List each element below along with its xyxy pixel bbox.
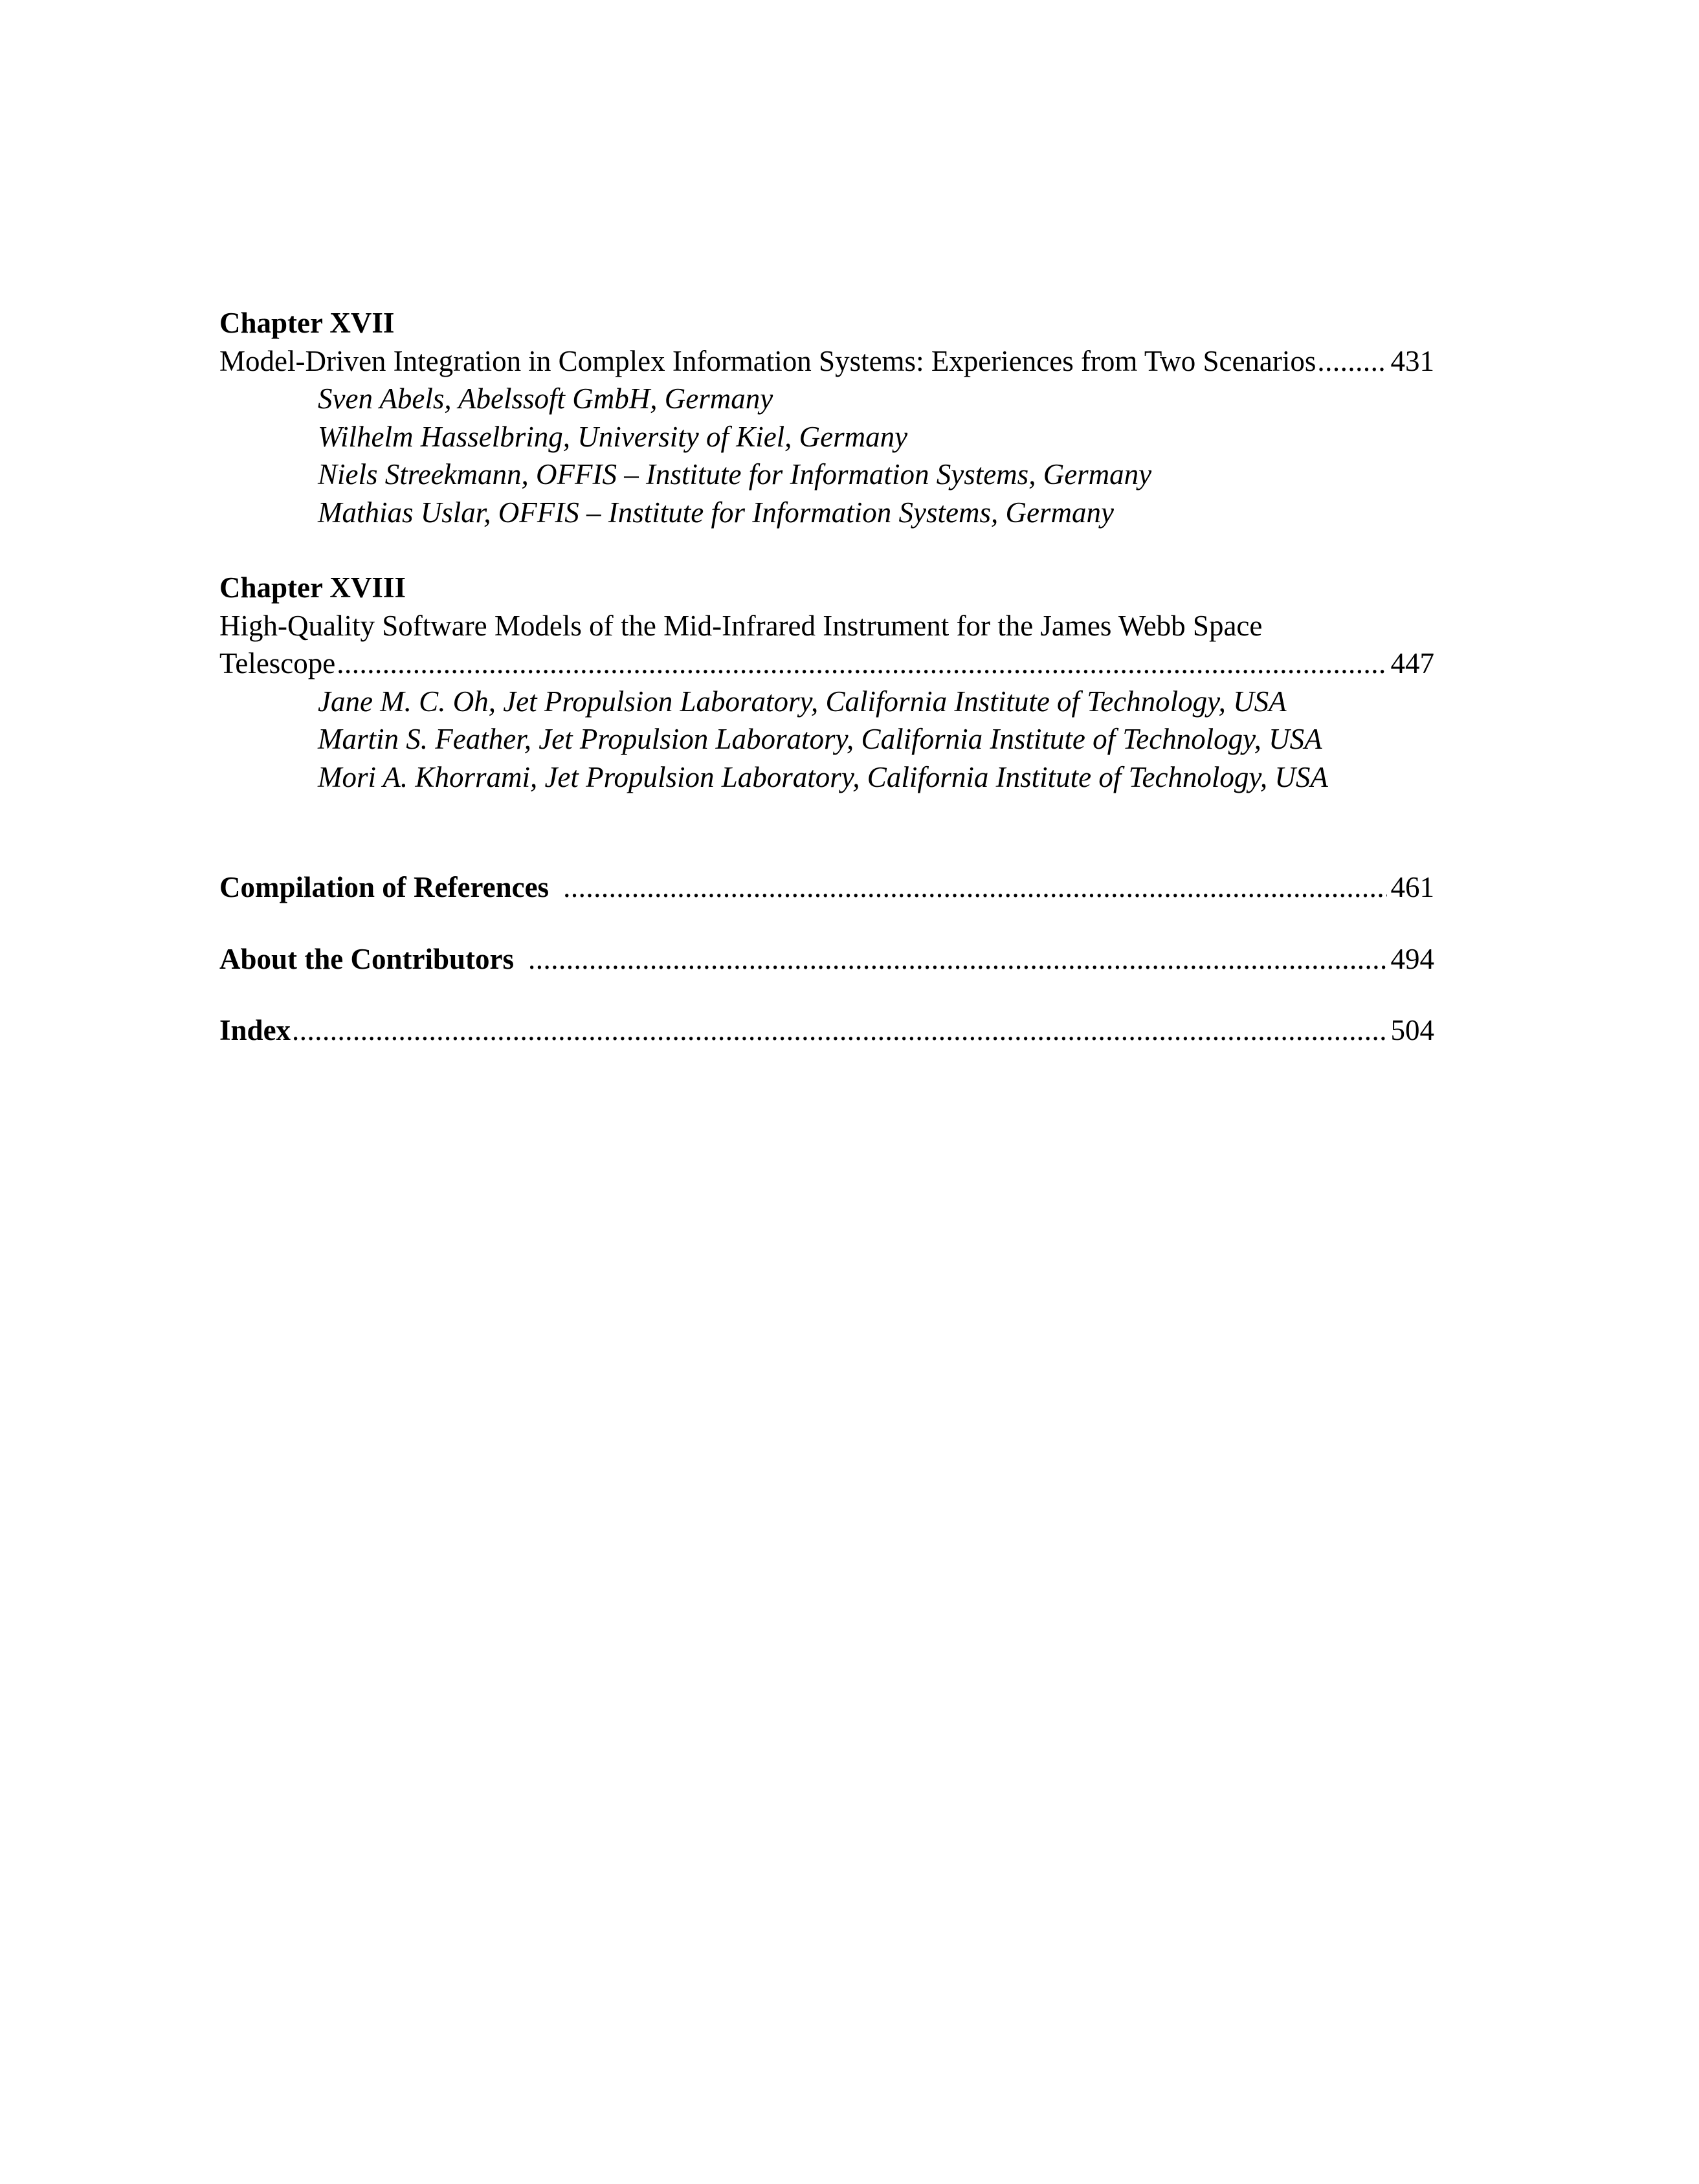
author-line: Mathias Uslar, OFFIS – Institute for Information Systems, Germany	[318, 496, 1114, 529]
chapter-title-first-line: High-Quality Software Models of the Mid-Infrared Instrument for the James Webb Space	[219, 609, 1263, 642]
chapter-heading: Chapter XVIII	[219, 571, 406, 604]
author-line: Martin S. Feather, Jet Propulsion Laboratory, California Institute of Technology, USA	[318, 723, 1322, 755]
author-line: Mori A. Khorrami, Jet Propulsion Laboratory, California Institute of Technology, USA	[318, 760, 1328, 793]
backmatter-list	[219, 868, 1434, 1050]
leader-dots	[1317, 342, 1386, 381]
page-number: 447	[1390, 647, 1434, 679]
author-line: Wilhelm Hasselbring, University of Kiel, Germany	[318, 420, 908, 453]
author-line: Niels Streekmann, OFFIS – Institute for Information Systems, Germany	[318, 458, 1152, 491]
chapter-title-line	[219, 645, 1434, 683]
entry-label: Compilation of References	[219, 871, 550, 903]
leader-dots	[337, 645, 1386, 683]
page-number: 431	[1390, 344, 1434, 377]
chapter-heading: Chapter XVII	[219, 307, 395, 339]
entry-label: Index	[219, 1014, 291, 1046]
toc-entry-compilation-of-references	[219, 868, 1434, 907]
leader-dots	[292, 1011, 1386, 1050]
toc-entry-chapter-18	[219, 569, 1434, 796]
author-line: Jane M. C. Oh, Jet Propulsion Laboratory, California Institute of Technology, USA	[318, 685, 1287, 718]
table-of-contents	[219, 304, 1434, 1083]
leader-dots	[563, 868, 1386, 907]
toc-entry-index	[219, 1011, 1434, 1050]
author-line: Sven Abels, Abelssoft GmbH, Germany	[318, 382, 773, 415]
entry-label: About the Contributors	[219, 942, 515, 975]
chapter-title-line	[219, 342, 1434, 381]
page-number: 494	[1390, 942, 1434, 975]
page-number: 504	[1390, 1014, 1434, 1046]
chapter-title-last-line: Telescope	[219, 647, 336, 679]
page-number: 461	[1390, 871, 1434, 903]
leader-dots	[528, 940, 1386, 978]
chapter-title: Model-Driven Integration in Complex Information Systems: Experiences from Two Scenarios	[219, 344, 1316, 377]
toc-entry-chapter-17	[219, 304, 1434, 531]
toc-entry-about-the-contributors	[219, 940, 1434, 978]
